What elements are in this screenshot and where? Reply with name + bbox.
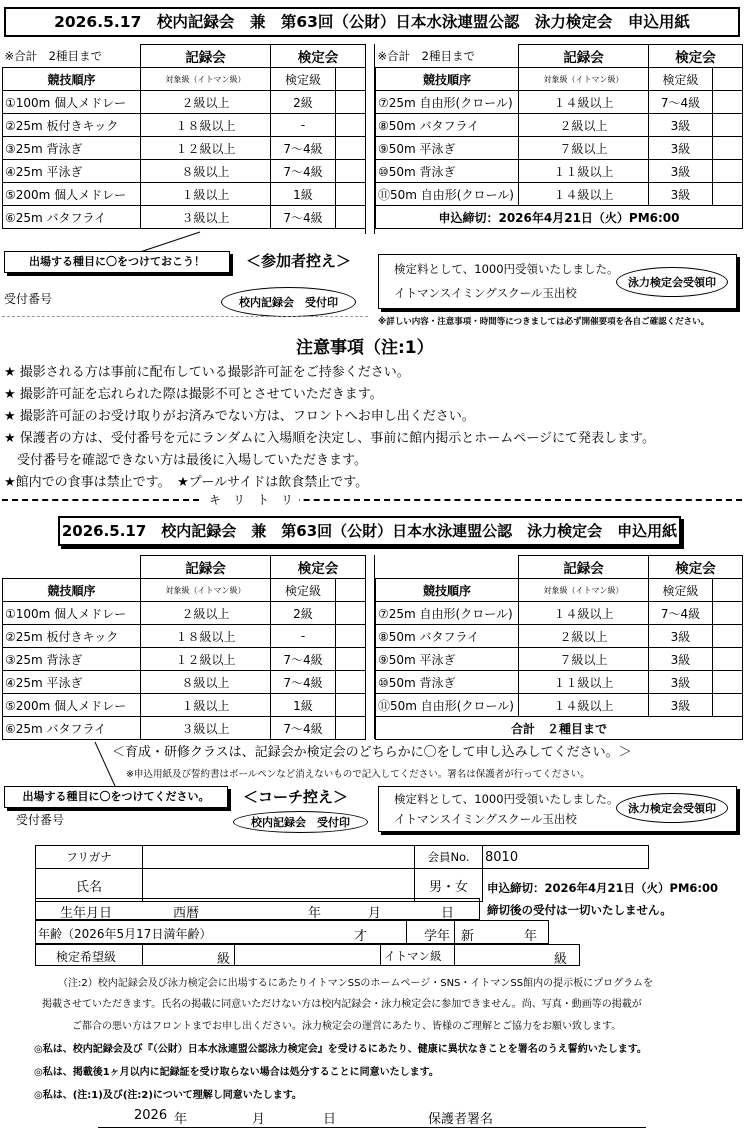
- guardian-signature-label: 保護者署名: [428, 1112, 494, 1127]
- day-label: 日: [441, 906, 455, 921]
- total-note: 合計 ２種目まで: [376, 717, 743, 740]
- test-level: 3級: [649, 114, 713, 137]
- circle-cell[interactable]: [713, 579, 743, 602]
- record-header: 記録会: [519, 556, 649, 579]
- deadline: 申込締切：2026年4月21日（火）PM6:00: [487, 881, 718, 895]
- event-name: ⑧50m バタフライ: [376, 114, 519, 137]
- table-row: [376, 91, 743, 114]
- signature-row[interactable]: [98, 1106, 646, 1128]
- circle-cell[interactable]: [336, 160, 366, 183]
- event-name: ③25m 背泳ぎ: [3, 648, 141, 671]
- test-header: 検定会: [649, 45, 743, 68]
- record-stamp: 校内記録会 受付印: [221, 287, 356, 317]
- circle-cell[interactable]: [713, 602, 743, 625]
- test-level: 7～4級: [649, 602, 713, 625]
- note-item: ★ 撮影許可証を忘れられた際は撮影不可とさせていただきます。: [4, 387, 383, 402]
- participant-right-table: [375, 44, 743, 229]
- cell-divider: [454, 921, 455, 943]
- circle-cell[interactable]: [713, 671, 743, 694]
- coach-form-title: 2026.5.17 校内記録会 兼 第63回（公財）日本水泳連盟公認 泳力検定会 申込用紙: [58, 516, 681, 546]
- record-level: ７級以上: [519, 648, 649, 671]
- event-name: ⑪50m 自由形(クロール): [376, 694, 519, 717]
- cell-divider: [234, 945, 235, 965]
- record-level: １級以上: [141, 694, 271, 717]
- record-header: 記録会: [141, 45, 271, 68]
- test-level: 3級: [649, 160, 713, 183]
- circle-cell[interactable]: [336, 671, 366, 694]
- total-note: ※合計 2種目まで: [4, 48, 102, 63]
- event-name: ④25m 平泳ぎ: [3, 160, 141, 183]
- school-name: イトマンスイミングスクール玉出校: [394, 286, 577, 300]
- participant-copy-label: ＜参加者控え＞: [246, 252, 352, 270]
- circle-cell[interactable]: [336, 137, 366, 160]
- era-label: 西暦: [173, 906, 200, 921]
- pen-note: ※申込用紙及び誓約書はボールペンなど消えないもので記入してください。署名は保護者が行ってください。: [126, 769, 590, 780]
- school-name: イトマンスイミングスクール玉出校: [394, 812, 577, 826]
- circle-cell[interactable]: [713, 68, 743, 91]
- divider: [365, 555, 375, 739]
- details-note: ※詳しい内容・注意事項・時間等につきましては必ず開催要項を各自ご確認ください。: [378, 317, 710, 327]
- circle-cell[interactable]: [336, 602, 366, 625]
- furigana-label: フリガナ: [36, 846, 143, 869]
- member-no-input[interactable]: 8010: [483, 846, 649, 869]
- event-name: ③25m 背泳ぎ: [3, 137, 141, 160]
- age-unit: 才: [354, 929, 368, 944]
- note-item: ★館内での食事は禁止です。 ★プールサイドは飲食禁止です。: [4, 475, 369, 490]
- circle-cell[interactable]: [336, 625, 366, 648]
- circle-cell[interactable]: [713, 137, 743, 160]
- event-name: ⑥25m バタフライ: [3, 206, 141, 229]
- circle-cell[interactable]: [713, 160, 743, 183]
- receipt-number-label: 受付番号: [16, 813, 65, 827]
- test-level: 3級: [649, 183, 713, 206]
- test-header: 検定会: [271, 45, 366, 68]
- table-row: [376, 114, 743, 137]
- record-level: １８級以上: [141, 625, 271, 648]
- test-level: 1級: [271, 694, 336, 717]
- consent-para-2: 掲載させていただきます。氏名の掲載に同意いただけない方は校内記録会・泳力検定会に参加できません。尚、写真・動画等の掲載が: [42, 999, 642, 1010]
- record-level: ２級以上: [519, 114, 649, 137]
- participant-left-table: [2, 44, 366, 229]
- receipt-number-label: 受付番号: [4, 292, 53, 306]
- note-item: ★ 保護者の方は、受付番号を元にランダムに入場順を決定し、事前に館内掲示とホームページにて発表します。: [4, 431, 655, 446]
- pledge-1: ◎私は、校内記録会及び『（公財）日本水泳連盟公認泳力検定会』を受けるにあたり、健康に異状なきことを署名のうえ誓約いたします。: [34, 1044, 647, 1055]
- total-note: ※合計 2種目まで: [377, 48, 475, 63]
- grade-label: 学年: [424, 929, 451, 944]
- table-row: [3, 183, 366, 206]
- desired-level-label: 検定希望級: [56, 950, 117, 964]
- table-row: [376, 602, 743, 625]
- test-level: 3級: [649, 625, 713, 648]
- circle-cell[interactable]: [713, 625, 743, 648]
- circle-cell[interactable]: [713, 114, 743, 137]
- record-level: １１級以上: [519, 671, 649, 694]
- table-row: [3, 625, 366, 648]
- fee-text: 検定料として、1000円受領いたしました。: [394, 262, 619, 276]
- receipt-line: [2, 316, 368, 317]
- divider: [365, 44, 375, 234]
- itoman-unit: 級: [554, 952, 568, 967]
- event-order-label: 競技順序: [376, 579, 519, 602]
- table-row: [3, 137, 366, 160]
- sign-year-label: 年: [174, 1112, 188, 1127]
- test-level-label: 検定級: [649, 68, 713, 91]
- test-level: 7～4級: [649, 91, 713, 114]
- test-level: 7～4級: [271, 160, 336, 183]
- circle-cell[interactable]: [336, 68, 366, 91]
- target-level-label: 対象級（イトマン級）: [141, 579, 271, 602]
- record-level: ８級以上: [141, 671, 271, 694]
- name-label: 氏名: [36, 869, 143, 902]
- sign-month-label: 月: [252, 1112, 266, 1127]
- event-name: ⑪50m 自由形(クロール): [376, 183, 519, 206]
- event-callout: 出場する種目に〇をつけてください。: [4, 786, 228, 808]
- table-row: [3, 206, 366, 229]
- test-stamp: 泳力検定会受領印: [616, 267, 728, 297]
- note-item: 受付番号を確認できない方は最後に入場していただきます。: [4, 453, 367, 468]
- test-level: 3級: [649, 694, 713, 717]
- test-level: 7～4級: [271, 137, 336, 160]
- record-header: 記録会: [519, 45, 649, 68]
- table-row: [376, 648, 743, 671]
- table-row: [3, 602, 366, 625]
- event-name: ⑥25m バタフライ: [3, 717, 141, 740]
- test-level: 7～4級: [271, 671, 336, 694]
- record-level: １級以上: [141, 183, 271, 206]
- event-order-label: 競技順序: [376, 68, 519, 91]
- table-row: [376, 694, 743, 717]
- record-level: ３級以上: [141, 206, 271, 229]
- form-title: 2026.5.17 校内記録会 兼 第63回（公財）日本水泳連盟公認 泳力検定会 申込用紙: [4, 7, 740, 37]
- class-note: ＜育成・研修クラスは、記録会か検定会のどちらかに〇をして申し込みしてください。＞: [112, 745, 632, 760]
- test-stamp: 泳力検定会受領印: [616, 793, 728, 823]
- deadline: 申込締切：2026年4月21日（火）PM6:00: [376, 206, 743, 229]
- circle-cell[interactable]: [336, 114, 366, 137]
- callout-pointer: [90, 740, 130, 788]
- event-order-label: 競技順序: [3, 68, 141, 91]
- circle-cell[interactable]: [713, 91, 743, 114]
- test-level: 2級: [271, 91, 336, 114]
- itoman-level-label: イトマン級: [384, 949, 442, 963]
- test-level: 2級: [271, 602, 336, 625]
- circle-cell[interactable]: [336, 206, 366, 229]
- table-row: [376, 183, 743, 206]
- table-row: [3, 694, 366, 717]
- cell-divider: [454, 945, 455, 965]
- table-row: [3, 160, 366, 183]
- circle-cell[interactable]: [713, 183, 743, 206]
- record-level: １２級以上: [141, 648, 271, 671]
- table-row: [376, 625, 743, 648]
- table-row: [3, 717, 366, 740]
- test-level-label: 検定級: [271, 579, 336, 602]
- circle-cell[interactable]: [713, 648, 743, 671]
- circle-cell[interactable]: [336, 717, 366, 740]
- table-row: [376, 671, 743, 694]
- test-level: 7～4級: [271, 206, 336, 229]
- record-level: １４級以上: [519, 183, 649, 206]
- table-row: [376, 160, 743, 183]
- coach-left-table: [2, 555, 366, 740]
- coach-copy-label: ＜コーチ控え＞: [243, 788, 349, 806]
- target-level-label: 対象級（イトマン級）: [519, 579, 649, 602]
- circle-cell[interactable]: [336, 91, 366, 114]
- event-name: ⑤200m 個人メドレー: [3, 183, 141, 206]
- event-name: ⑦25m 自由形(クロール): [376, 602, 519, 625]
- record-level: ８級以上: [141, 160, 271, 183]
- consent-para-1: （注:2）校内記録会及び泳力検定会に出場するにあたりイトマンSSのホームページ・SNS・イトマンSS館内の提示板にプログラムを: [58, 978, 653, 989]
- record-level: １４級以上: [519, 694, 649, 717]
- gender-select[interactable]: 男・女: [415, 869, 483, 902]
- test-level: -: [271, 114, 336, 137]
- notes-heading: 注意事項（注:1）: [296, 338, 434, 358]
- test-level: -: [271, 625, 336, 648]
- name-input[interactable]: [143, 869, 415, 902]
- birth-label: 生年月日: [60, 906, 113, 921]
- record-stamp: 校内記録会 受付印: [233, 811, 368, 833]
- target-level-label: 対象級（イトマン級）: [141, 68, 271, 91]
- event-order-label: 競技順序: [3, 579, 141, 602]
- record-level: ２級以上: [519, 625, 649, 648]
- table-row: [3, 91, 366, 114]
- coach-right-table: [375, 555, 743, 740]
- record-level: １８級以上: [141, 114, 271, 137]
- event-callout: 出場する種目に〇をつけておこう！: [4, 251, 230, 273]
- cut-label: キ リ ト リ: [203, 491, 299, 508]
- record-level: ２級以上: [141, 602, 271, 625]
- late-note: 締切後の受付は一切いたしません。: [487, 903, 672, 917]
- event-name: ④25m 平泳ぎ: [3, 671, 141, 694]
- test-level-label: 検定級: [649, 579, 713, 602]
- circle-cell[interactable]: [336, 648, 366, 671]
- test-header: 検定会: [271, 556, 366, 579]
- test-level: 3級: [649, 137, 713, 160]
- event-name: ①100m 個人メドレー: [3, 91, 141, 114]
- month-label: 月: [368, 906, 382, 921]
- note-item: ★ 撮影される方は事前に配布している撮影許可証をご持参ください。: [4, 365, 410, 380]
- consent-para-3: ご都合の悪い方はフロントまでお申し出ください。泳力検定会の運営にあたり、皆様のご理解とご協力をお願い致します。: [72, 1021, 622, 1032]
- event-name: ⑩50m 背泳ぎ: [376, 160, 519, 183]
- circle-cell[interactable]: [713, 694, 743, 717]
- record-level: ２級以上: [141, 91, 271, 114]
- test-level: 7～4級: [271, 648, 336, 671]
- event-name: ⑦25m 自由形(クロール): [376, 91, 519, 114]
- birth-row: [35, 898, 480, 920]
- pledge-2: ◎私は、掲載後1ヶ月以内に記録証を受け取らない場合は処分することに同意いたします。: [34, 1067, 439, 1078]
- age-row: [35, 920, 549, 944]
- cell-divider: [142, 945, 143, 965]
- test-level: 3級: [649, 671, 713, 694]
- fee-text: 検定料として、1000円受領いたしました。: [394, 792, 619, 806]
- test-level-label: 検定級: [271, 68, 336, 91]
- record-level: １４級以上: [519, 602, 649, 625]
- circle-cell[interactable]: [336, 183, 366, 206]
- event-name: ②25m 板付きキック: [3, 625, 141, 648]
- table-row: [3, 114, 366, 137]
- table-row: [3, 648, 366, 671]
- sign-day-label: 日: [323, 1112, 337, 1127]
- event-name: ⑧50m バタフライ: [376, 625, 519, 648]
- record-level: １１級以上: [519, 160, 649, 183]
- member-no-label: 会員No.: [415, 846, 483, 869]
- level-unit: 級: [217, 952, 231, 967]
- test-level: 7～4級: [271, 717, 336, 740]
- record-level: １２級以上: [141, 137, 271, 160]
- sign-year: 2026: [134, 1108, 168, 1123]
- cell-divider: [380, 945, 381, 965]
- event-name: ⑨50m 平泳ぎ: [376, 137, 519, 160]
- test-level: 1級: [271, 183, 336, 206]
- cell-divider: [406, 921, 407, 943]
- year-label: 年: [308, 906, 322, 921]
- event-name: ⑨50m 平泳ぎ: [376, 648, 519, 671]
- record-level: ７級以上: [519, 137, 649, 160]
- table-row: [376, 137, 743, 160]
- test-level: 3級: [649, 648, 713, 671]
- new-label: 新: [461, 929, 475, 944]
- age-label: 年齢（2026年5月17日満年齢）: [38, 927, 212, 941]
- circle-cell[interactable]: [336, 694, 366, 717]
- level-row: [35, 944, 580, 966]
- circle-cell[interactable]: [336, 579, 366, 602]
- target-level-label: 対象級（イトマン級）: [519, 68, 649, 91]
- record-level: ３級以上: [141, 717, 271, 740]
- record-level: １４級以上: [519, 91, 649, 114]
- grade-unit: 年: [524, 929, 538, 944]
- fee-box: [378, 254, 737, 309]
- event-name: ⑩50m 背泳ぎ: [376, 671, 519, 694]
- table-row: [3, 671, 366, 694]
- event-name: ①100m 個人メドレー: [3, 602, 141, 625]
- record-header: 記録会: [141, 556, 271, 579]
- furigana-input[interactable]: [143, 846, 415, 869]
- fee-box: [378, 786, 737, 832]
- test-header: 検定会: [649, 556, 743, 579]
- event-name: ⑤200m 個人メドレー: [3, 694, 141, 717]
- cut-line: [2, 499, 742, 501]
- note-item: ★ 撮影許可証のお受け取りがお済みでない方は、フロントへお申し出ください。: [4, 409, 475, 424]
- pledge-3: ◎私は、(注:1)及び(注:2)について理解し同意いたします。: [34, 1090, 302, 1101]
- event-name: ②25m 板付きキック: [3, 114, 141, 137]
